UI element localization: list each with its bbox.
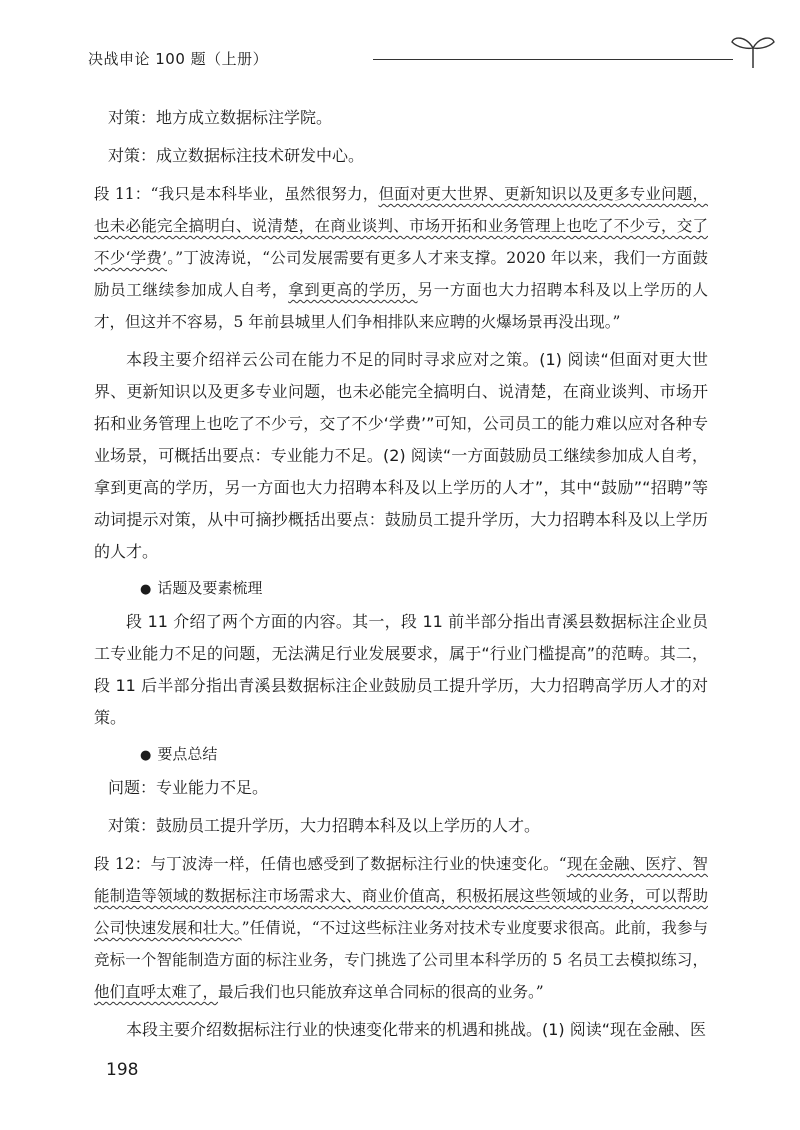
- book-title: 决战申论 100 题（上册）: [88, 50, 269, 68]
- running-header: [88, 46, 728, 80]
- analysis-paragraph: 本段主要介绍祥云公司在能力不足的同时寻求应对之策。(1) 阅读“但面对更大世界、更新知识以及更多专业问题，也未必能完全搞明白、说清楚，在商业谈判、市场开拓和业务管理上也吃了不少亏，交了不少‘学费’”可知，公司员工的能力难以应对各种专业场景，可概括出要点：专业能力不足。(2) 阅读“一方面鼓励员工继续参加成人自考，拿到更高的学历，另一方面也大力招聘本科及以上学历的人才”，其中“鼓励”“招聘”等动词提示对策，从中可摘抄概括出要点：鼓励员工提升学历，大力招聘本科及以上学历的人才。: [94, 350, 708, 561]
- countermeasure-line: 对策：鼓励员工提升学历，大力招聘本科及以上学历的人才。: [108, 816, 541, 835]
- bullet-icon: ●: [140, 582, 152, 597]
- sprout-icon: [728, 32, 778, 68]
- section-heading-topic: ● 话题及要素梳理: [140, 579, 263, 597]
- underlined-phrase: 现在金融、医疗、智能制造等领域的数据标注市场需求大、商业价值高，积极拓展这些领域的业务，可以帮助公司快速发展和壮大。: [94, 855, 708, 937]
- underlined-phrase: 但面对更大世界、更新知识以及更多专业问题，也未必能完全搞明白、说清楚，在商业谈判、市场开拓和业务管理上也吃了不少亏，交了不少‘学费’: [94, 185, 708, 267]
- bullet-icon: ●: [140, 748, 152, 763]
- countermeasure-line: 对策：成立数据标注技术研发中心。: [108, 146, 365, 165]
- source-paragraph-12: 段 12：与丁波涛一样，任倩也感受到了数据标注行业的快速变化。“现在金融、医疗、智能制造等领域的数据标注市场需求大、商业价值高，积极拓展这些领域的业务，可以帮助公司快速发展和壮大。”任倩说，“不过这些标注业务对技术专业度要求很高。此前，我参与竞标一个智能制造方面的标注业务，专门挑选了公司里本科学历的 5 名员工去模拟练习，他们直呼太难了，最后我们也只能放弃这单合同标的很高的业务。”: [94, 855, 708, 1001]
- topic-paragraph: 段 11 介绍了两个方面的内容。其一，段 11 前半部分指出青溪县数据标注企业员工专业能力不足的问题，无法满足行业发展要求，属于“行业门槛提高”的范畴。其二，段 11 后半部分指出青溪县数据标注企业鼓励员工提升学历，大力招聘高学历人才的对策。: [94, 612, 708, 727]
- header-rule: [373, 59, 733, 60]
- source-paragraph-11: 段 11：“我只是本科毕业，虽然很努力，但面对更大世界、更新知识以及更多专业问题，也未必能完全搞明白、说清楚，在商业谈判、市场开拓和业务管理上也吃了不少亏，交了不少‘学费’。”丁波涛说，“公司发展需要有更多人才来支撑。2020 年以来，我们一方面鼓励员工继续参加成人自考，拿到更高的学历，另一方面也大力招聘本科及以上学历的人才，但这并不容易，5 年前县城里人们争相排队来应聘的火爆场景再没出现。”: [94, 185, 708, 331]
- analysis-paragraph: 本段主要介绍数据标注行业的快速变化带来的机遇和挑战。(1) 阅读“现在金融、医: [126, 1020, 707, 1039]
- underlined-phrase: 他们直呼太难了，: [94, 983, 219, 1001]
- page-body: [94, 102, 708, 1046]
- countermeasure-line: 对策：地方成立数据标注学院。: [108, 108, 333, 127]
- underlined-phrase: 拿到更高的学历，: [288, 281, 418, 299]
- page-number: 198: [106, 1060, 139, 1080]
- section-heading-summary: ● 要点总结: [140, 745, 218, 763]
- problem-line: 问题：专业能力不足。: [108, 778, 269, 797]
